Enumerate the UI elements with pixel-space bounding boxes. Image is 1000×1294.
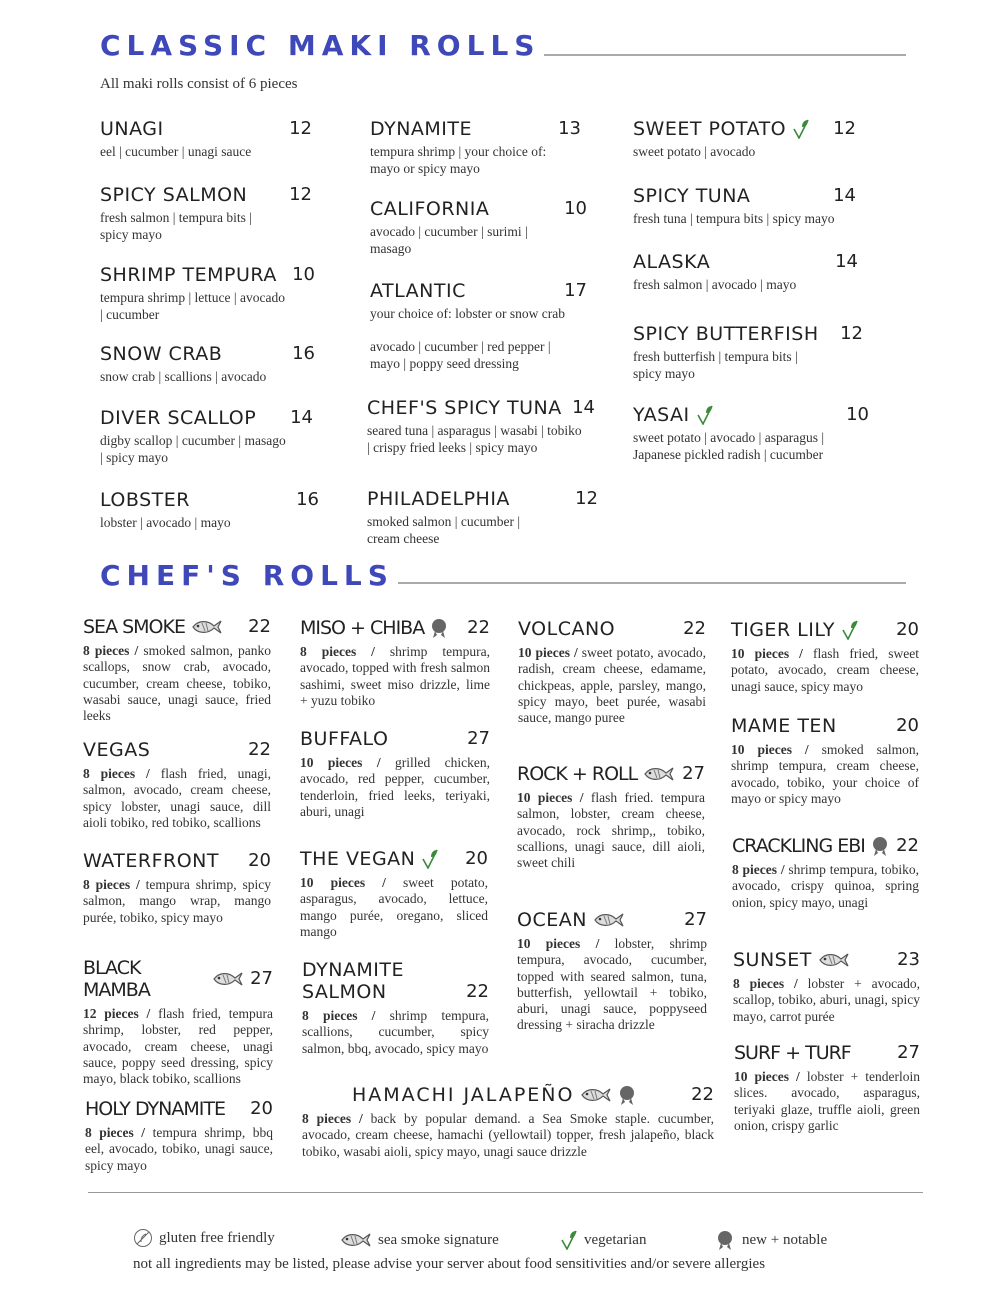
item-name: MISO + CHIBA [300, 617, 425, 639]
menu-item-alaska [633, 251, 858, 294]
item-title-row [302, 959, 489, 1003]
menu-item-mame-ten [731, 715, 919, 807]
award-rosette-icon [716, 1230, 734, 1250]
ingredients: flash fried, unagi, salmon, avocado, cream cheese, spicy lobster, unagi sauce, dill aioli tobiko, red tobiko, scallions [83, 766, 271, 830]
item-title-row [300, 728, 490, 750]
menu-item-sunset [733, 949, 920, 1025]
item-title-row [302, 1084, 714, 1106]
item-name: HAMACHI JALAPEÑO [352, 1084, 575, 1106]
item-price: 20 [250, 1098, 273, 1119]
item-name: HOLY DYNAMITE [85, 1098, 225, 1120]
item-name: WATERFRONT [83, 850, 219, 872]
item-title-row [370, 280, 587, 302]
item-price: 10 [292, 264, 315, 285]
legend-label: sea smoke signature [378, 1232, 499, 1248]
item-description [83, 643, 271, 724]
item-price: 14 [835, 251, 858, 272]
item-price: 22 [896, 835, 919, 856]
item-price: 27 [684, 909, 707, 930]
ingredients: smoked salmon, panko scallops, snow crab, avocado, cucumber, cream cheese, tobiko, wasabi sauce, unagi sauce, fried leeks [83, 643, 271, 724]
item-name: SHRIMP TEMPURA [100, 264, 277, 286]
vegetarian-leaf-icon [696, 405, 714, 425]
item-price: 14 [833, 185, 856, 206]
item-price: 27 [467, 728, 490, 749]
ingredients: shrimp tempura, scallions, cucumber, spicy salmon, bbq, avocado, spicy mayo [302, 1008, 490, 1056]
item-description [100, 290, 315, 323]
item-price: 22 [248, 739, 271, 760]
item-price: 27 [897, 1042, 920, 1063]
fish-icon [593, 912, 625, 928]
item-name: CALIFORNIA [370, 198, 490, 220]
item-description [633, 430, 869, 463]
allergy-disclaimer: not all ingredients may be listed, please advise your server about food sensitivities and/or severe allergies [133, 1256, 766, 1272]
item-description [734, 1069, 920, 1134]
item-description [370, 306, 587, 372]
ingredients: smoked salmon | cucumber | cream cheese [367, 514, 521, 546]
fish-icon [191, 619, 223, 635]
piece-count: 12 pieces / [83, 1006, 151, 1021]
menu-item-surf-turf [734, 1042, 920, 1134]
item-title-row [83, 616, 271, 638]
item-description [633, 211, 856, 228]
menu-item-unagi [100, 118, 312, 161]
item-name: MAME TEN [731, 715, 837, 737]
menu-item-spicy-tuna [633, 185, 856, 228]
legend-label: new + notable [742, 1232, 828, 1248]
menu-item-crackling-ebi [732, 835, 919, 911]
legend-new [716, 1230, 827, 1250]
item-price: 22 [467, 617, 490, 638]
item-description [300, 644, 490, 709]
maki-subtitle: All maki rolls consist of 6 pieces [100, 76, 298, 92]
item-name: LOBSTER [100, 489, 190, 511]
ingredients: grilled chicken, avocado, red pepper, cucumber, tenderloin, fried leeks, teriyaki, aburi, unagi [300, 755, 491, 819]
menu-item-spicy-salmon [100, 184, 312, 243]
item-price: 12 [840, 323, 863, 344]
ingredients: snow crab | scallions | avocado [100, 369, 267, 384]
menu-item-sea-smoke [83, 616, 271, 724]
piece-count: 8 pieces / [302, 1008, 376, 1023]
ingredients: fresh tuna | tempura bits | spicy mayo [633, 211, 835, 226]
item-title-row [731, 715, 919, 737]
menu-item-hamachi-jalape-o [302, 1084, 714, 1160]
menu-item-tiger-lily [731, 619, 919, 695]
item-description [100, 433, 313, 466]
item-description [367, 423, 595, 456]
item-price: 20 [465, 848, 488, 869]
gluten-free-icon [133, 1228, 153, 1248]
fish-icon [643, 766, 675, 782]
item-title-row [633, 323, 863, 345]
menu-item-chef-s-spicy-tuna [367, 397, 595, 456]
ingredients: digby scallop | cucumber | masago | spicy mayo [100, 433, 286, 465]
item-title-row [83, 739, 271, 761]
item-title-row [370, 118, 581, 140]
ingredients: flash fried. tempura salmon, lobster, cream cheese, avocado, rock shrimp,, tobiko, scallions, unagi sauce, dill aioli, sweet chili [517, 790, 706, 871]
ingredients: avocado | cucumber | surimi | masago [370, 224, 528, 256]
item-description [100, 144, 312, 161]
award-rosette-icon [618, 1085, 636, 1105]
item-title-row [300, 617, 490, 639]
ingredients: tempura shrimp | your choice of: mayo or spicy mayo [370, 144, 547, 176]
item-title-row [85, 1098, 273, 1120]
item-title-row [100, 118, 312, 140]
item-price: 12 [289, 184, 312, 205]
divider [88, 1192, 923, 1193]
item-title-row [100, 489, 319, 511]
item-name: SWEET POTATO [633, 118, 787, 140]
item-price: 22 [683, 618, 706, 639]
menu-item-philadelphia [367, 488, 598, 547]
item-description [633, 349, 863, 382]
classic-maki-heading: CLASSIC MAKI ROLLS [100, 30, 544, 62]
item-title-row [517, 909, 707, 931]
item-description [83, 766, 271, 831]
item-description [302, 1111, 714, 1160]
menu-item-dynamite-salmon [302, 959, 489, 1057]
item-description [733, 976, 920, 1025]
item-description [302, 1008, 489, 1057]
item-description [300, 755, 490, 820]
item-price: 14 [290, 407, 313, 428]
award-rosette-icon [430, 618, 448, 638]
ingredients: eel | cucumber | unagi sauce [100, 144, 252, 159]
item-name: SNOW CRAB [100, 343, 223, 365]
item-price: 16 [296, 489, 319, 510]
piece-count: 10 pieces / [300, 875, 386, 890]
piece-count: 10 pieces / [300, 755, 381, 770]
fish-icon [818, 952, 850, 968]
menu-item-shrimp-tempura [100, 264, 315, 323]
ingredients: sweet potato | avocado | asparagus | Japanese pickled radish | cucumber [633, 430, 825, 462]
item-title-row [367, 488, 598, 510]
item-title-row [300, 848, 488, 870]
fish-icon [580, 1087, 612, 1103]
item-title-row [732, 835, 919, 857]
item-price: 20 [248, 850, 271, 871]
item-title-row [633, 185, 856, 207]
ingredients: back by popular demand. a Sea Smoke staple. cucumber, avocado, cream cheese, hamachi (yellowtail) topper, fresh jalapeño, black tobiko, wasabi aioli, spicy mayo, unagi sauce drizzle [302, 1111, 714, 1159]
item-price: 13 [558, 118, 581, 139]
menu-item-dynamite [370, 118, 581, 177]
piece-count: 8 pieces / [302, 1111, 363, 1126]
item-price: 22 [248, 616, 271, 637]
vegetarian-leaf-icon [421, 849, 439, 869]
item-name: THE VEGAN [300, 848, 416, 870]
ingredients: tempura shrimp | lettuce | avocado | cucumber [100, 290, 285, 322]
chefs-rolls-heading: CHEF'S ROLLS [100, 560, 398, 592]
menu-item-rock-roll [517, 763, 705, 871]
menu-item-vegas [83, 739, 271, 831]
menu-item-atlantic [370, 280, 587, 372]
item-price: 20 [896, 715, 919, 736]
item-title-row [633, 251, 858, 273]
item-title-row [518, 618, 706, 640]
item-name: SPICY BUTTERFISH [633, 323, 819, 345]
item-name: ALASKA [633, 251, 711, 273]
item-price: 12 [833, 118, 856, 139]
item-name: CRACKLING EBI [732, 835, 865, 857]
piece-count: 8 pieces / [83, 766, 150, 781]
piece-count: 8 pieces / [83, 643, 139, 658]
piece-count: 8 pieces / [733, 976, 798, 991]
menu-item-sweet-potato [633, 118, 856, 161]
item-description [633, 277, 858, 294]
ingredients: fresh butterfish | tempura bits | spicy mayo [633, 349, 798, 381]
item-name: SUNSET [733, 949, 812, 971]
item-price: 14 [572, 397, 595, 418]
item-name: SPICY TUNA [633, 185, 751, 207]
item-description [370, 144, 581, 177]
item-price: 10 [846, 404, 869, 425]
item-title-row [367, 397, 595, 419]
ingredients: lobster + tenderloin slices. avocado, asparagus, teriyaki glaze, truffle aioli, green onion, crispy garlic [734, 1069, 920, 1133]
item-description [518, 645, 706, 726]
ingredients: flash fried, tempura shrimp, lobster, red pepper, avocado, cream cheese, unagi sauce, poppy seed dressing, spicy mayo, black tobiko, scallions [83, 1006, 273, 1087]
item-name: TIGER LILY [731, 619, 836, 641]
menu-item-yasai [633, 404, 869, 463]
item-description [100, 369, 315, 386]
award-rosette-icon [871, 836, 889, 856]
menu-item-the-vegan [300, 848, 488, 940]
item-title-row [517, 763, 705, 785]
item-title-row [734, 1042, 920, 1064]
item-description [370, 224, 587, 257]
piece-count: 8 pieces / [732, 862, 785, 877]
item-description [517, 936, 707, 1034]
legend-label: vegetarian [584, 1232, 647, 1248]
piece-count: 8 pieces / [85, 1125, 146, 1140]
ingredients: fresh salmon | tempura bits | spicy mayo [100, 210, 253, 242]
item-description [100, 210, 312, 243]
ingredients: tempura shrimp, bbq eel, avocado, tobiko, unagi sauce, spicy mayo [85, 1125, 273, 1173]
item-title-row [100, 184, 312, 206]
item-description [517, 790, 705, 871]
item-title-row [83, 957, 273, 1001]
item-description [83, 1006, 273, 1087]
fish-icon [340, 1232, 372, 1248]
item-title-row [100, 407, 313, 429]
item-name: SURF + TURF [734, 1042, 851, 1064]
item-name: VEGAS [83, 739, 151, 761]
piece-count: 8 pieces / [300, 644, 375, 659]
menu-item-waterfront [83, 850, 271, 926]
ingredients: flash fried, sweet potato, avocado, cream cheese, unagi sauce, spicy mayo [731, 646, 920, 694]
item-price: 27 [682, 763, 705, 784]
item-description [85, 1125, 273, 1174]
menu-item-miso-chiba [300, 617, 490, 709]
item-name: SEA SMOKE [83, 616, 185, 638]
item-description [100, 515, 319, 532]
item-name: ROCK + ROLL [517, 763, 638, 785]
menu-item-lobster [100, 489, 319, 532]
ingredients: sweet potato, asparagus, avocado, lettuce, mango purée, oregano, sliced mango [300, 875, 489, 939]
item-name: CHEF'S SPICY TUNA [367, 397, 562, 419]
menu-item-california [370, 198, 587, 257]
item-description [83, 877, 271, 926]
item-name: BLACK MAMBA [83, 957, 150, 1001]
legend-gluten-free [133, 1228, 275, 1248]
vegetarian-leaf-icon [841, 620, 859, 640]
ingredients: your choice of: lobster or snow crab avocado | cucumber | red pepper | mayo | poppy seed dressing [370, 306, 565, 371]
item-name: DYNAMITE [370, 118, 473, 140]
item-description [732, 862, 919, 911]
ingredients: shrimp tempura, tobiko, avocado, crispy quinoa, spring onion, spicy mayo, unagi [732, 862, 920, 910]
item-name: BUFFALO [300, 728, 389, 750]
menu-item-holy-dynamite [85, 1098, 273, 1174]
item-title-row [370, 198, 587, 220]
item-title-row [633, 404, 869, 426]
item-description [731, 742, 919, 807]
item-name: YASAI [633, 404, 690, 426]
item-name: DYNAMITE SALMON [302, 959, 405, 1003]
item-price: 20 [896, 619, 919, 640]
item-name: UNAGI [100, 118, 164, 140]
item-title-row [733, 949, 920, 971]
item-price: 12 [575, 488, 598, 509]
item-name: OCEAN [517, 909, 587, 931]
menu-item-snow-crab [100, 343, 315, 386]
item-price: 22 [466, 981, 489, 1002]
item-name: PHILADELPHIA [367, 488, 510, 510]
ingredients: lobster + avocado, scallop, tobiko, aburi, unagi, spicy mayo, carrot purée [733, 976, 920, 1024]
menu-item-black-mamba [83, 957, 273, 1087]
item-price: 17 [564, 280, 587, 301]
piece-count: 10 pieces / [734, 1069, 800, 1084]
item-description [633, 144, 856, 161]
ingredients: sweet potato, avocado, radish, cream cheese, edamame, chickpeas, apple, parsley, mango, spicy mayo, beet purée, wasabi sauce, mango puree [518, 645, 707, 726]
item-price: 27 [250, 968, 273, 989]
piece-count: 10 pieces / [518, 645, 578, 660]
legend-signature [340, 1230, 499, 1250]
menu-item-buffalo [300, 728, 490, 820]
item-name: ATLANTIC [370, 280, 466, 302]
item-title-row [633, 118, 856, 140]
piece-count: 10 pieces / [731, 646, 803, 661]
piece-count: 8 pieces / [83, 877, 140, 892]
menu-item-diver-scallop [100, 407, 313, 466]
item-title-row [100, 264, 315, 286]
ingredients: seared tuna | asparagus | wasabi | tobiko | crispy fried leeks | spicy mayo [367, 423, 582, 455]
ingredients: tempura shrimp, spicy salmon, mango wrap, mango purée, tobiko, spicy mayo [83, 877, 271, 925]
item-price: 12 [289, 118, 312, 139]
ingredients: fresh salmon | avocado | mayo [633, 277, 797, 292]
item-title-row [83, 850, 271, 872]
menu-item-spicy-butterfish [633, 323, 863, 382]
fish-icon [212, 971, 244, 987]
piece-count: 10 pieces / [517, 790, 584, 805]
item-description [300, 875, 488, 940]
ingredients: shrimp tempura, avocado, topped with fresh salmon sashimi, sweet miso drizzle, lime + yuzu tobiko [300, 644, 491, 708]
item-name: DIVER SCALLOP [100, 407, 257, 429]
item-name: SPICY SALMON [100, 184, 248, 206]
piece-count: 10 pieces / [517, 936, 600, 951]
vegetarian-leaf-icon [792, 119, 810, 139]
legend-vegetarian [560, 1230, 646, 1250]
item-price: 16 [292, 343, 315, 364]
menu-item-volcano [518, 618, 706, 726]
item-price: 10 [564, 198, 587, 219]
menu-item-ocean [517, 909, 707, 1034]
item-price: 23 [897, 949, 920, 970]
item-name: VOLCANO [518, 618, 616, 640]
ingredients: lobster, shrimp tempura, avocado, cucumber, topped with seared salmon, tuna, butterfish, yellowtail + tobiko, aburi, unagi sauce, poppyseed dressing + siracha drizzle [517, 936, 707, 1033]
item-description [731, 646, 919, 695]
item-title-row [100, 343, 315, 365]
item-description [367, 514, 598, 547]
vegetarian-leaf-icon [560, 1230, 578, 1250]
ingredients: lobster | avocado | mayo [100, 515, 231, 530]
ingredients: sweet potato | avocado [633, 144, 756, 159]
piece-count: 10 pieces / [731, 742, 809, 757]
ingredients: smoked salmon, shrimp tempura, cream cheese, avocado, tobiko, your choice of mayo or spicy mayo [731, 742, 919, 806]
item-price: 22 [691, 1084, 714, 1105]
legend-label: gluten free friendly [159, 1230, 275, 1246]
item-title-row [731, 619, 919, 641]
